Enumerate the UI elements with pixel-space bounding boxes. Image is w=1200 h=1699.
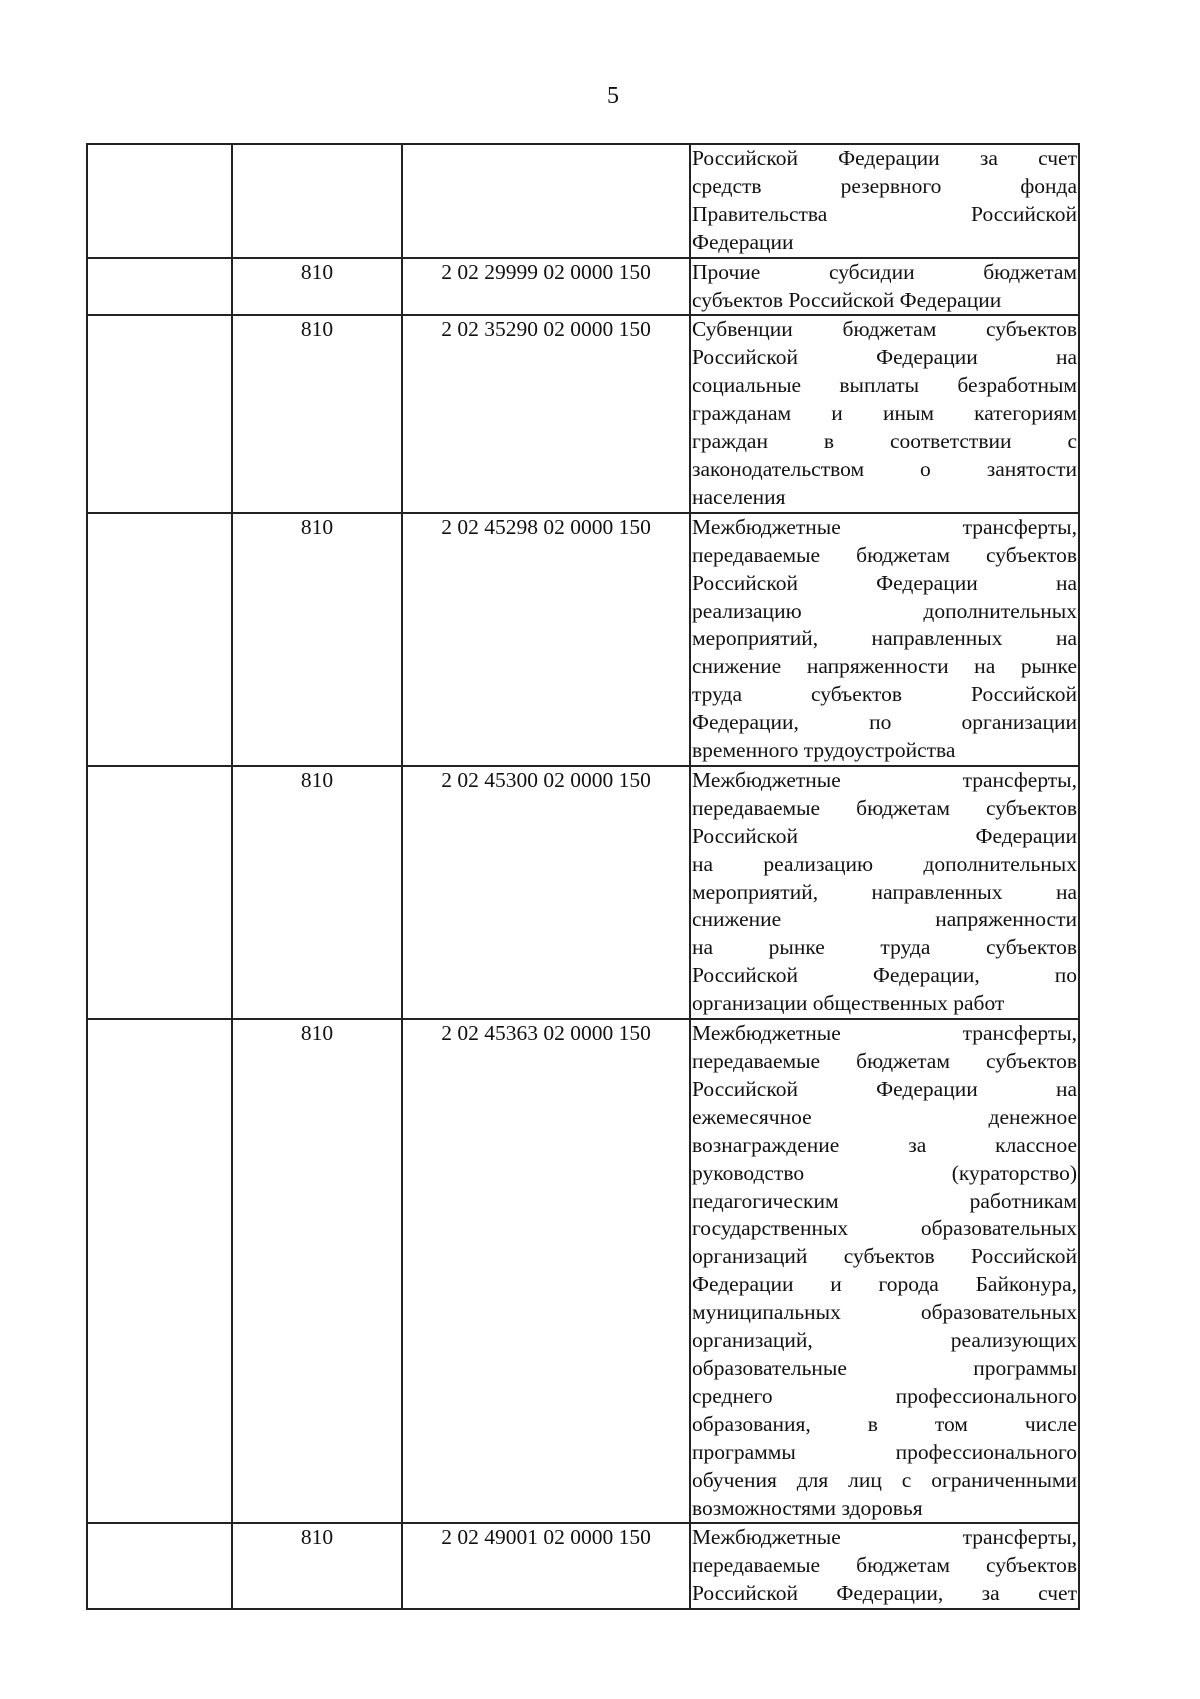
description-line: организации общественных работ	[692, 991, 1005, 1016]
description-line: Правительства Российской	[692, 201, 1077, 226]
description-line: Федерации	[692, 229, 794, 254]
description-line: Федерации и города Байконура,	[692, 1272, 1077, 1297]
cell-admin-code: 810	[232, 258, 402, 316]
description-line: на рынке труда субъектов	[692, 935, 1077, 960]
description-line: Российской Федерации на	[692, 570, 1077, 595]
description-line: временного трудоустройства	[692, 738, 956, 763]
description-line: руководство (кураторство)	[692, 1160, 1077, 1185]
description-line: передаваемые бюджетам субъектов	[692, 1553, 1077, 1578]
cell-description	[690, 1523, 1079, 1609]
cell-admin-code: 810	[232, 315, 402, 512]
cell-admin-code: 810	[232, 766, 402, 1019]
cell-budget-code: 2 02 49001 02 0000 150	[402, 1523, 690, 1609]
cell-blank	[87, 258, 232, 316]
description-line: возможностями здоровья	[692, 1495, 923, 1520]
description-line: гражданам и иным категориям	[692, 401, 1077, 426]
description-line: субъектов Российской Федерации	[692, 287, 1002, 312]
description-line: законодательством о занятости	[692, 456, 1077, 481]
description-line: Федерации, по организации	[692, 710, 1077, 735]
description-line: реализацию дополнительных	[692, 598, 1077, 623]
cell-blank	[87, 766, 232, 1019]
description-line: государственных образовательных	[692, 1216, 1077, 1241]
description-line: вознаграждение за классное	[692, 1132, 1077, 1157]
table-row	[87, 258, 1079, 316]
cell-admin-code: 810	[232, 1019, 402, 1523]
description-line: обучения для лиц с ограниченными	[692, 1467, 1077, 1492]
description-line: передаваемые бюджетам субъектов	[692, 542, 1077, 567]
cell-blank	[87, 144, 232, 258]
description-line: средств резервного фонда	[692, 173, 1077, 198]
description-line: Субвенции бюджетам субъектов	[692, 317, 1077, 342]
page-number: 5	[607, 83, 619, 109]
description-line: мероприятий, направленных на	[692, 879, 1077, 904]
table-row	[87, 766, 1079, 1019]
description-line: снижение напряженности на рынке	[692, 654, 1077, 679]
cell-budget-code: 2 02 29999 02 0000 150	[402, 258, 690, 316]
table-row	[87, 513, 1079, 766]
description-line: мероприятий, направленных на	[692, 626, 1077, 651]
cell-budget-code: 2 02 45300 02 0000 150	[402, 766, 690, 1019]
description-line: образовательные программы	[692, 1355, 1077, 1380]
description-line: педагогическим работникам	[692, 1188, 1077, 1213]
description-line: населения	[692, 484, 786, 509]
cell-description	[690, 513, 1079, 766]
table-row	[87, 144, 1079, 258]
cell-description	[690, 258, 1079, 316]
cell-budget-code	[402, 144, 690, 258]
table-row	[87, 315, 1079, 512]
description-line: Российской Федерации на	[692, 345, 1077, 370]
cell-admin-code: 810	[232, 1523, 402, 1609]
description-line: Российской Федерации на	[692, 1076, 1077, 1101]
description-line: Межбюджетные трансферты,	[692, 514, 1077, 539]
description-line: Межбюджетные трансферты,	[692, 1525, 1077, 1550]
description-line: передаваемые бюджетам субъектов	[692, 1049, 1077, 1073]
cell-description	[690, 766, 1079, 1019]
cell-blank	[87, 315, 232, 512]
cell-description	[690, 315, 1079, 512]
description-line: Межбюджетные трансферты,	[692, 1021, 1077, 1046]
cell-blank	[87, 1523, 232, 1609]
description-line: Прочие субсидии бюджетам	[692, 259, 1077, 284]
cell-blank	[87, 513, 232, 766]
description-line: передаваемые бюджетам субъектов	[692, 795, 1077, 820]
description-line: организаций, реализующих	[692, 1328, 1077, 1353]
description-line: граждан в соответствии с	[692, 429, 1077, 454]
cell-budget-code: 2 02 45363 02 0000 150	[402, 1019, 690, 1523]
cell-budget-code: 2 02 45298 02 0000 150	[402, 513, 690, 766]
cell-description	[690, 1019, 1079, 1523]
cell-description	[690, 144, 1079, 258]
table-row	[87, 1019, 1079, 1523]
description-line: социальные выплаты безработным	[692, 373, 1077, 398]
description-line: образования, в том числе	[692, 1411, 1077, 1436]
table-row	[87, 1523, 1079, 1609]
cell-admin-code: 810	[232, 513, 402, 766]
table-body	[87, 144, 1079, 1609]
description-line: Российской Федерации за счет	[692, 146, 1077, 170]
description-line: Российской Федерации	[692, 823, 1077, 848]
cell-admin-code	[232, 144, 402, 258]
description-line: на реализацию дополнительных	[692, 851, 1077, 876]
description-line: Российской Федерации, за счет	[692, 1581, 1077, 1606]
description-line: организаций субъектов Российской	[692, 1244, 1077, 1269]
description-line: Межбюджетные трансферты,	[692, 767, 1077, 792]
description-line: ежемесячное денежное	[692, 1104, 1077, 1129]
budget-code-table	[86, 143, 1080, 1610]
cell-blank	[87, 1019, 232, 1523]
description-line: Российской Федерации, по	[692, 963, 1077, 988]
cell-budget-code: 2 02 35290 02 0000 150	[402, 315, 690, 512]
description-line: снижение напряженности	[692, 907, 1077, 932]
description-line: программы профессионального	[692, 1439, 1077, 1464]
description-line: среднего профессионального	[692, 1383, 1077, 1408]
description-line: муниципальных образовательных	[692, 1300, 1077, 1325]
description-line: труда субъектов Российской	[692, 682, 1077, 707]
